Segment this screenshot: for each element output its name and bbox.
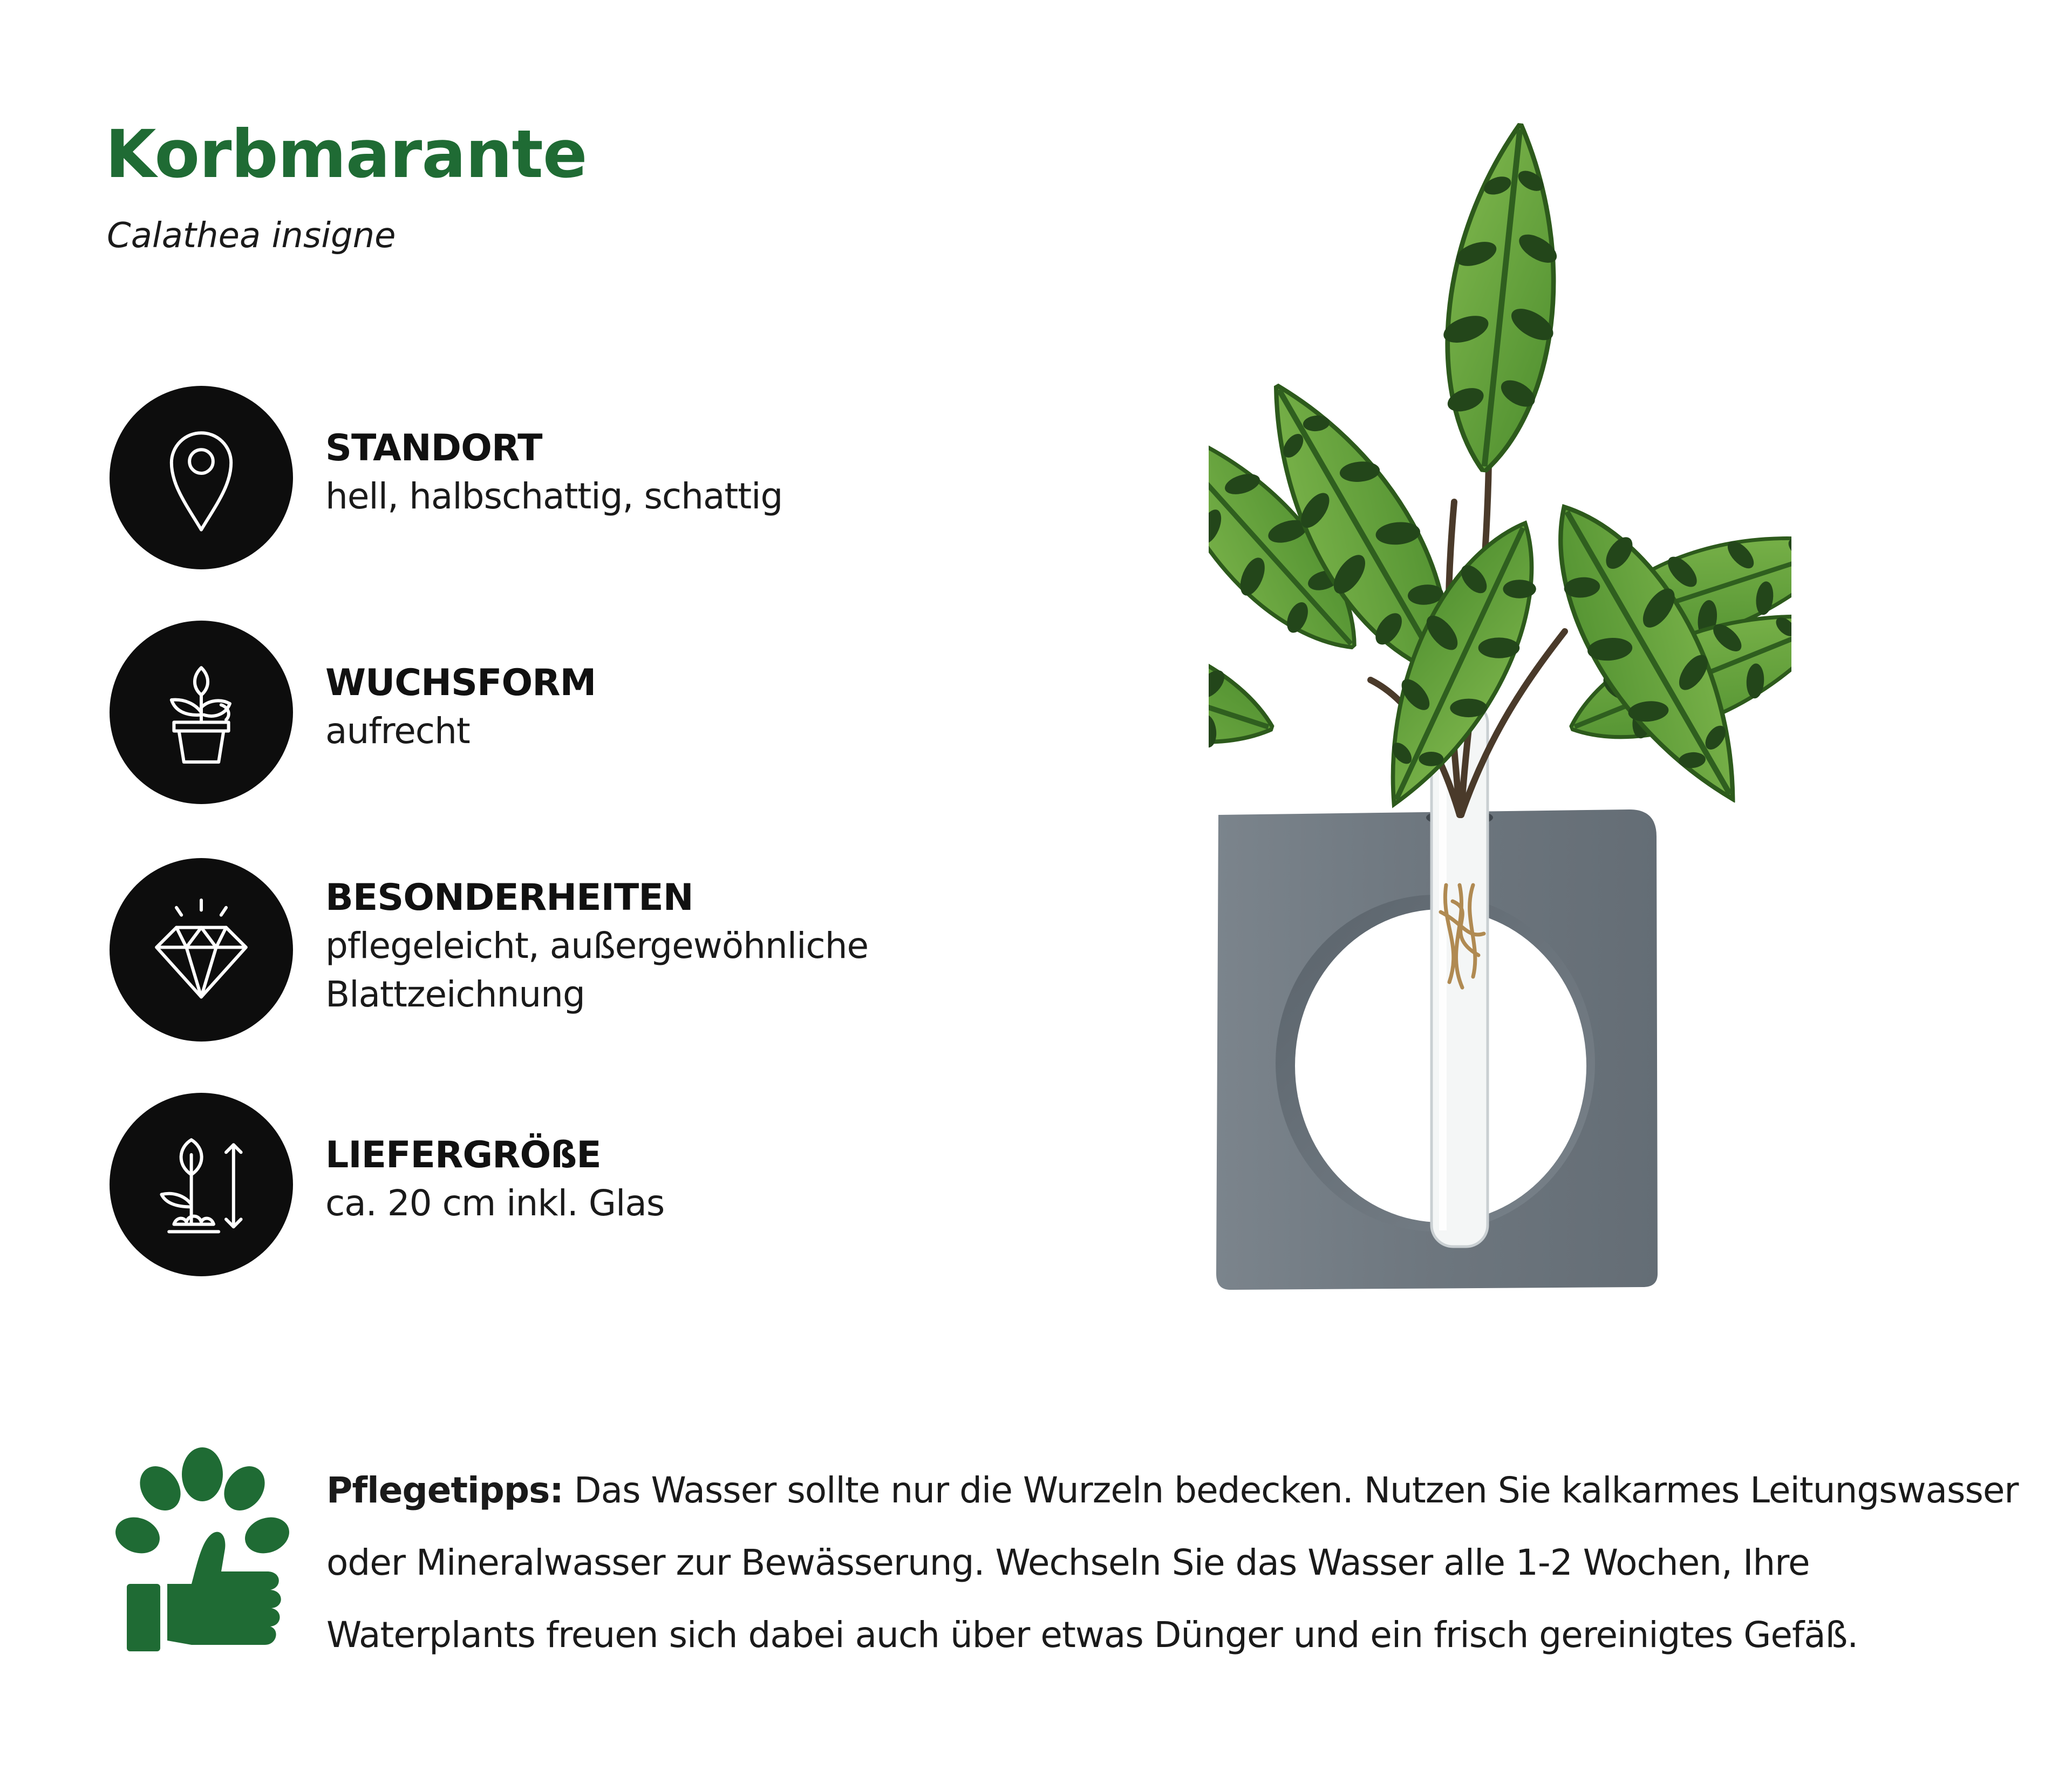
care-tips-text: Das Wasser sollte nur die Wurzeln bedecken. Nutzen Sie kalkarmes Leitungswasser oder Mineralwasser zur Bewässerung. Wechseln Sie das Wasser alle 1-2 Wochen, Ihre Waterplants freuen sich dabei auch über etwas Dünger und ein frisch gereinigtes Gefäß. — [326, 1469, 2019, 1656]
feature-label: WUCHSFORM — [325, 662, 596, 704]
plant-height-icon — [110, 1093, 293, 1276]
product-title: Korbmarante — [105, 116, 587, 193]
feature-value: aufrecht — [325, 710, 470, 752]
feature-value: hell, halbschattig, schattig — [325, 475, 783, 517]
feature-label: BESONDERHEITEN — [325, 876, 693, 919]
location-pin-icon — [110, 386, 293, 569]
product-photo — [1209, 113, 1791, 1290]
potted-plant-icon — [110, 621, 293, 804]
diamond-icon — [110, 858, 293, 1042]
feature-value: ca. 20 cm inkl. Glas — [325, 1182, 665, 1224]
feature-label: LIEFERGRÖßE — [325, 1134, 601, 1176]
feature-label: STANDORT — [325, 427, 542, 469]
care-tips-label: Pflegetipps: — [326, 1469, 563, 1511]
care-tips — [326, 1454, 2021, 1671]
product-latin-name: Calathea insigne — [107, 216, 396, 256]
feature-value-line: Blattzeichnung — [325, 974, 585, 1015]
feature-value-line: pflegeleicht, außergewöhnliche — [325, 925, 869, 967]
feature-value — [325, 922, 868, 1019]
thumbs-up-tree-icon — [111, 1446, 294, 1651]
